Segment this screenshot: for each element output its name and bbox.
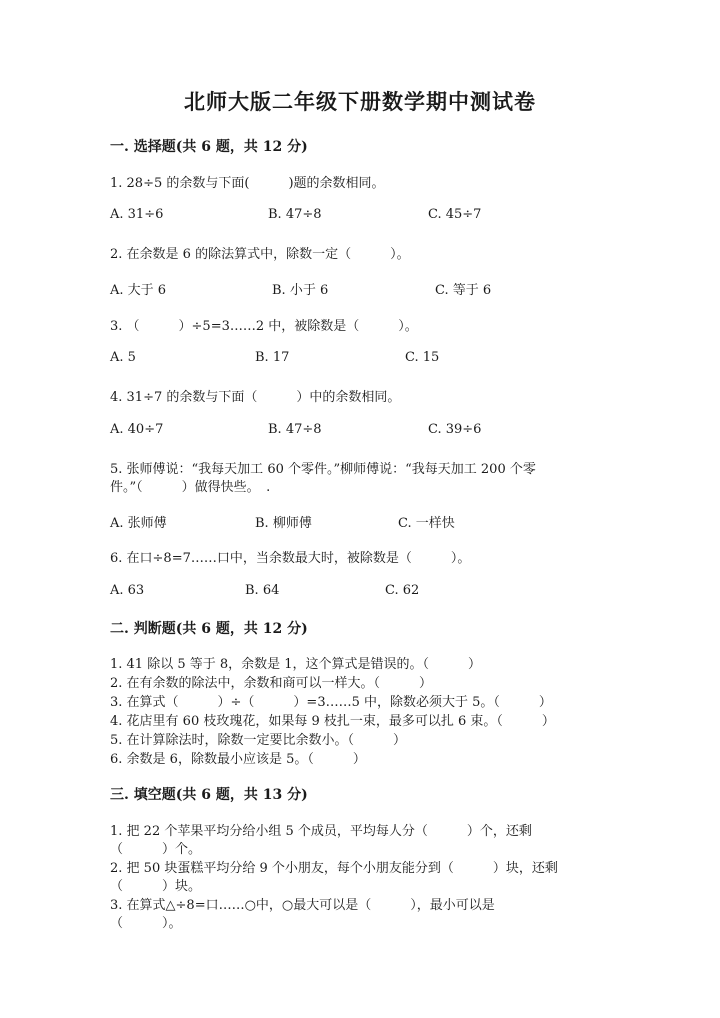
fill-item-3-line-2: （ ）。 xyxy=(110,916,182,931)
question-3-option-c: C. 15 xyxy=(405,350,440,365)
question-1-option-a: A. 31÷6 xyxy=(110,207,164,222)
question-5-stem-line-2: 件。”（ ）做得快些。 . xyxy=(110,480,271,495)
section-heading-judgment: 二. 判断题(共 6 题，共 12 分) xyxy=(110,621,308,637)
fill-item-2-line-2: （ ）块。 xyxy=(110,879,202,894)
fill-item-1-line-1: 1. 把 22 个苹果平均分给小组 5 个成员，平均每人分（ ）个，还剩 xyxy=(110,824,532,839)
section-heading-choice: 一. 选择题(共 6 题，共 12 分) xyxy=(110,139,308,155)
judgment-item-2: 2. 在有余数的除法中，余数和商可以一样大。（ ） xyxy=(110,676,433,691)
question-4-option-c: C. 39÷6 xyxy=(428,422,482,437)
question-5-option-b: B. 柳师傅 xyxy=(255,516,312,531)
fill-item-3-line-1: 3. 在算式△÷8=口……○中，○最大可以是（ ），最小可以是 xyxy=(110,898,495,913)
question-5-option-a: A. 张师傅 xyxy=(110,516,167,531)
question-3-option-a: A. 5 xyxy=(110,350,136,365)
question-6-option-c: C. 62 xyxy=(385,583,420,598)
fill-item-2-line-1: 2. 把 50 块蛋糕平均分给 9 个小朋友，每个小朋友能分到（ ）块，还剩 xyxy=(110,861,558,876)
judgment-item-5: 5. 在计算除法时，除数一定要比余数小。（ ） xyxy=(110,733,407,748)
question-4-stem: 4. 31÷7 的余数与下面（ ）中的余数相同。 xyxy=(110,390,401,405)
question-2-stem: 2. 在余数是 6 的除法算式中，除数一定（ ）。 xyxy=(110,247,410,262)
question-6-option-b: B. 64 xyxy=(245,583,280,598)
judgment-item-1: 1. 41 除以 5 等于 8，余数是 1，这个算式是错误的。（ ） xyxy=(110,657,482,672)
question-2-option-b: B. 小于 6 xyxy=(272,283,329,298)
question-1-option-c: C. 45÷7 xyxy=(428,207,482,222)
question-4-option-a: A. 40÷7 xyxy=(110,422,164,437)
question-3-option-b: B. 17 xyxy=(255,350,290,365)
question-2-option-c: C. 等于 6 xyxy=(435,283,492,298)
page-title: 北师大版二年级下册数学期中测试卷 xyxy=(184,89,536,114)
question-5-option-c: C. 一样快 xyxy=(398,516,455,531)
question-2-option-a: A. 大于 6 xyxy=(110,283,167,298)
question-3-stem: 3. （ ）÷5=3……2 中，被除数是（ ）。 xyxy=(110,319,418,334)
judgment-item-6: 6. 余数是 6，除数最小应该是 5。（ ） xyxy=(110,752,366,767)
fill-item-1-line-2: （ ）个。 xyxy=(110,842,202,857)
question-1-option-b: B. 47÷8 xyxy=(268,207,322,222)
question-6-option-a: A. 63 xyxy=(110,583,145,598)
question-5-stem-line-1: 5. 张师傅说：“我每天加工 60 个零件。”柳师傅说：“我每天加工 200 个零 xyxy=(110,462,536,477)
judgment-item-3: 3. 在算式（ ）÷（ ）=3……5 中，除数必须大于 5。（ ） xyxy=(110,695,552,710)
question-1-stem: 1. 28÷5 的余数与下面( )题的余数相同。 xyxy=(110,176,385,191)
question-6-stem: 6. 在口÷8=7……口中，当余数最大时，被除数是（ ）。 xyxy=(110,551,471,566)
section-heading-fill-blank: 三. 填空题(共 6 题，共 13 分) xyxy=(110,787,308,803)
judgment-item-4: 4. 花店里有 60 枝玫瑰花，如果每 9 枝扎一束，最多可以扎 6 束。（ ） xyxy=(110,714,555,729)
question-4-option-b: B. 47÷8 xyxy=(268,422,322,437)
